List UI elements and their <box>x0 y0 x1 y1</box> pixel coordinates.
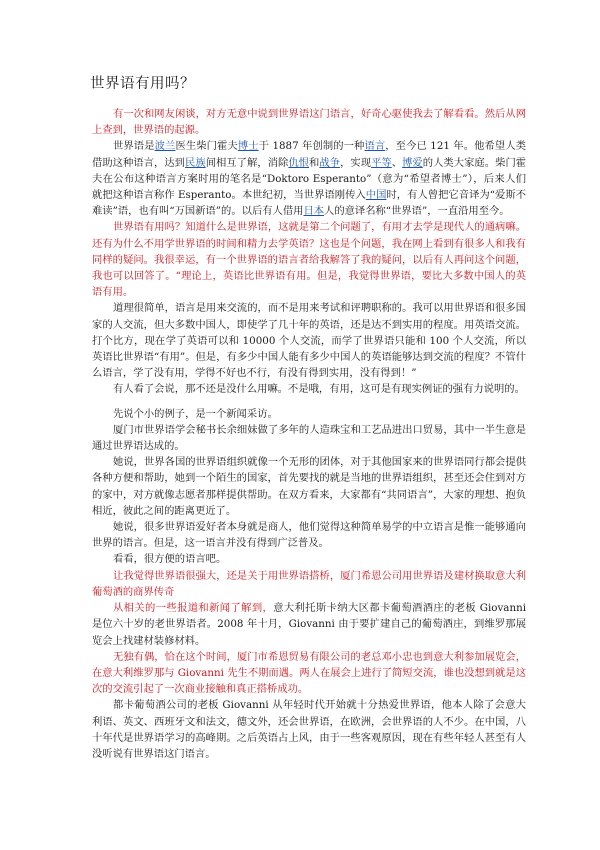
link-平等[interactable]: 平等 <box>371 156 392 169</box>
paragraph-coincidence: 无独有偶，恰在这个时间，厦门市希恩贸易有限公司的老总邓小忠也到意大利参加展览会，在意大利维罗那与 Giovanni 先生不期而遇。两人在展会上进行了简短交流，谁也没想到就是这次的交流引起了一次商业接触和真正搭桥成功。 <box>92 650 526 696</box>
spacer <box>92 398 526 406</box>
paragraph-reason: 道理很简单，语言是用来交流的，而不是用来考试和评聘职称的。我可以用世界语和很多国家的人交流，但大多数中国人，即使学了几十年的英语，还是达不到实用的程度。用英语交流。打个比方，现在学了英语可以和 10000 个人交流，而学了世界语只能和 100 个人交流，所以英语比世界语“有用”。但是，有多少中国人能有多少中国人的英语能够达到交流的程度？不管什么语言，学了没有用，学得不好也不行，有没有得到实用，没有得到！” <box>92 302 526 380</box>
paragraph-convenient: 看看，很方便的语言吧。 <box>113 553 227 566</box>
link-语言[interactable]: 语言 <box>364 140 386 153</box>
link-中国[interactable]: 中国 <box>365 189 387 202</box>
paragraph-xiamen: 厦门市世界语学会秘书长余细妹做了多年的人造珠宝和工艺品进出口贸易，其中一半生意是通过世界语达成的。 <box>92 423 526 453</box>
paragraph-merchants: 她说，很多世界语爱好者本身就是商人，他们觉得这种简单易学的中立语言是惟一能够通向世界的语言。但是，这一语言并没有得到广泛普及。 <box>92 521 526 550</box>
paragraph-example-intro: 先说个小的例子，是一个新闻采访。 <box>113 407 278 420</box>
paragraph-giovanni-lead: 从相关的一些报道和新闻了解到， <box>113 602 274 615</box>
link-日本[interactable]: 日本 <box>303 205 325 218</box>
document-page <box>92 72 526 762</box>
paragraph-origin: 世界语是波兰医生柴门霍夫博士于 1887 年创制的一种语言，至今已 121 年。他希望人类借助这种语言，达到民族间相互了解，消除仇恨和战争，实现平等、博爱的人类大家庭。柴门霍夫在公布这种语言方案时用的笔名是“Doktoro Esperanto”（意为“希望者博士”），后来人们就把这种语言称作 Esperanto。本世纪初，当世界语刚传入中国时，有人曾把它音译为“爱斯不难读”语，也有叫“万国新语”的。以后有人借用日本人的意译名称“世界语”，一直沿用至今。 <box>92 140 527 218</box>
paragraph-giovanni <box>92 600 526 649</box>
link-民族[interactable]: 民族 <box>185 156 206 169</box>
paragraph-organization: 她说，世界各国的世界语组织就像一个无形的团体，对于其他国家来的世界语同行都会提供各种方便和帮助，她到一个陌生的国家，首先要找的就是当地的世界语组织，甚至还会住到对方的家中，对方就像志愿者那样提供帮助。在双方看来，大家都有“共同语言”，大家的理想、抱负相近，彼此之间的距离更近了。 <box>92 456 526 517</box>
link-博士[interactable]: 博士 <box>237 140 259 153</box>
paragraph-proof: 有人看了会说，那不还是没什么用嘛。不是哦，有用，这可是有现实例证的强有力说明的。 <box>113 383 525 396</box>
paragraph-giovanni-body: 意大利托斯卡纳大区都卡葡萄酒酒庄的老板 Giovanni 是位六十岁的老世界语者。2008 年十月，Giovanni 由于要扩建自己的葡萄酒庄，到维罗那展览会上找建材装修材料。 <box>92 602 526 647</box>
link-战争[interactable]: 战争 <box>319 156 341 169</box>
paragraph-intro: 有一次和网友闲谈，对方无意中说到世界语这门语言，好奇心驱使我去了解看看。然后从网上查到，世界语的起源。 <box>92 108 526 137</box>
link-波兰[interactable]: 波兰 <box>154 140 176 153</box>
page-title: 世界语有用吗？ <box>90 76 195 92</box>
paragraph-legend-heading: 让我觉得世界语很强大，还是关于用世界语搭桥，厦门希恩公司用世界语及建材换取意大利葡萄酒的商界传奇 <box>92 569 526 598</box>
paragraph-question: 世界语有用吗？知道什么是世界语，这就是第二个问题了，有用才去学是现代人的通病嘛。还有为什么不用学世界语的时间和精力去学英语？这也是个问题，我在网上看到有很多人和我有同样的疑问。我很幸运，有一个世界语的语言者给我解答了我的疑问，以后有人再问这个问题，我也可以回答了。“理论上，英语比世界语有用。但是，我觉得世界语，要比大多数中国人的英语有用。 <box>92 221 526 299</box>
paragraph-history: 都卡葡萄酒公司的老板 Giovanni 从年轻时代开始就十分热爱世界语，他本人除了会意大利语、英文、西班牙文和法文，德文外，还会世界语，在欧洲，会世界语的人不少。在中国，八十年代是世界语学习的高峰期。之后英语占上风，由于一些客观原因，现在有些年轻人甚至有人没听说有世界语这门语言。 <box>92 699 526 760</box>
link-仇恨[interactable]: 仇恨 <box>288 156 310 169</box>
link-博爱[interactable]: 博爱 <box>402 156 423 169</box>
